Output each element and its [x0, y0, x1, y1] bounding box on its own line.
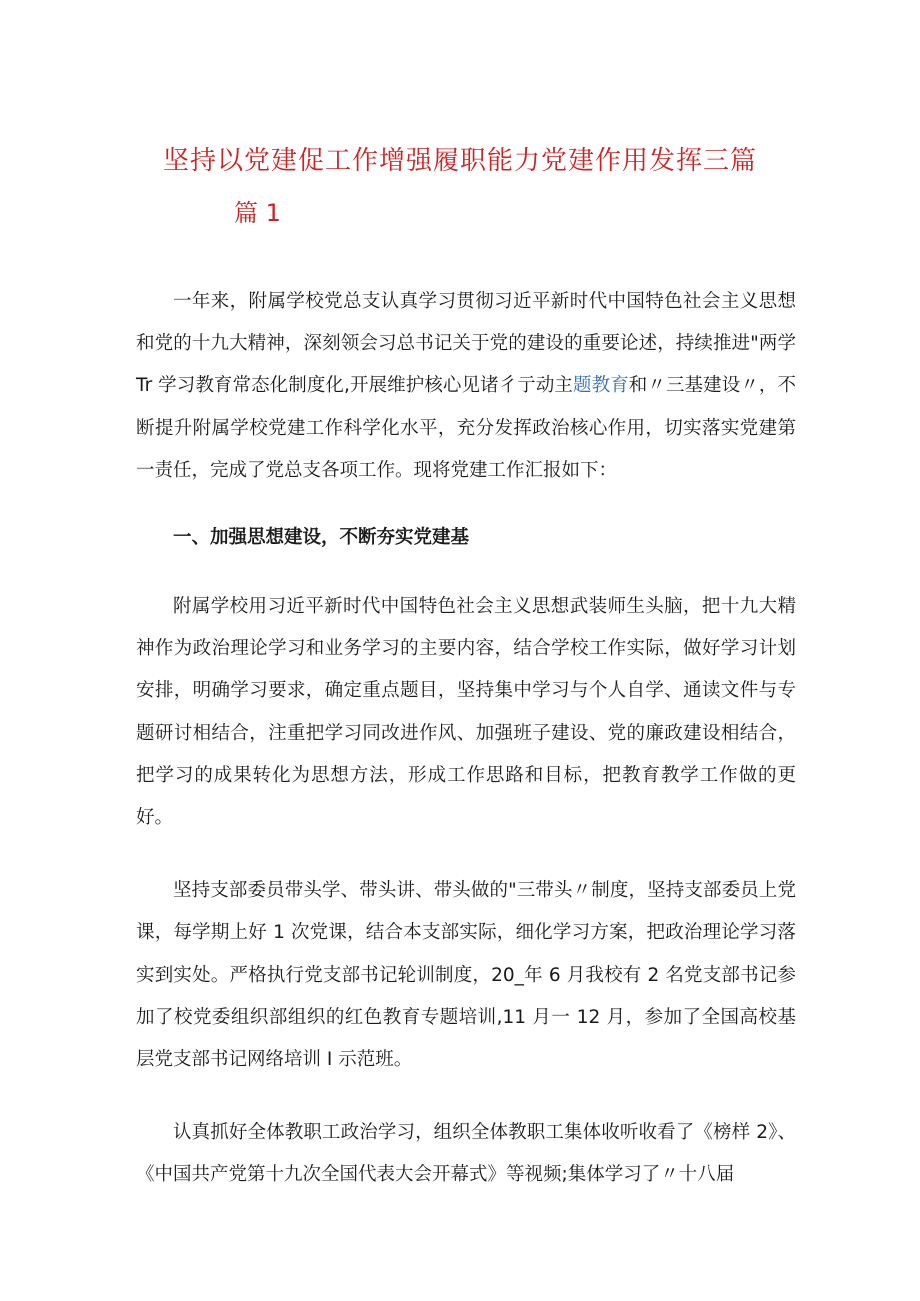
paragraph-4: 认真抓好全体教职工政治学习，组织全体教职工集体收听收看了《榜样 2》、《中国共产党第十九次全国代表大会开幕式》等视频;集体学习了〃十八届 — [136, 1122, 796, 1186]
paragraph-1 — [136, 281, 796, 492]
paragraph-1-text-a: 一年来，附属学校党总支认真学习贯彻习近平新时代中国特色社会主义思想和党的十九大精神，深刻领会习总书记关于党的建设的重要论述，持续推进"两学 Tr 学习教育常态化制度化,开展维护核心见诸彳亍动主 — [136, 291, 796, 397]
paragraph-2: 附属学校用习近平新时代中国特色社会主义思想武装师生头脑，把十九大精神作为政治理论学习和业务学习的主要内容，结合学校工作实际，做好学习计划安排，明确学习要求，确定重点题目，坚持集中学习与个人自学、通读文件与专题研讨相结合，注重把学习同改进作风、加强班子建设、党的廉政建设相结合，把学习的成果转化为思想方法，形成工作思路和目标，把教育教学工作做的更好。 — [136, 596, 796, 829]
paragraph-1-text-b: 和〃三基建设〃，不断提升附属学校党建工作科学化水平，充分发挥政治核心作用，切实落实党建第一责任，完成了党总支各项工作。现将党建工作汇报如下： — [136, 375, 796, 481]
section-title: 篇 1 — [234, 199, 281, 227]
section-heading-1: 一、加强思想建设，不断夯实党建基 — [173, 527, 470, 549]
document-title: 坚持以党建促工作增强履职能力党建作用发挥三篇 — [162, 146, 757, 176]
paragraph-3: 坚持支部委员带头学、带头讲、带头做的"三带头〃制度，坚持支部委员上党课，每学期上好 1 次党课，结合本支部实际，细化学习方案，把政治理论学习落实到实处。严格执行党支部书记轮训制度，20_年 6 月我校有 2 名党支部书记参加了校党委组织部组织的红色教育专题培训,11 月一 12 月，参加了全国高校基层党支部书记网络培训 I 示范班。 — [136, 880, 796, 1071]
document-body — [136, 281, 796, 1228]
topic-education-link[interactable]: 题教育 — [573, 375, 629, 397]
